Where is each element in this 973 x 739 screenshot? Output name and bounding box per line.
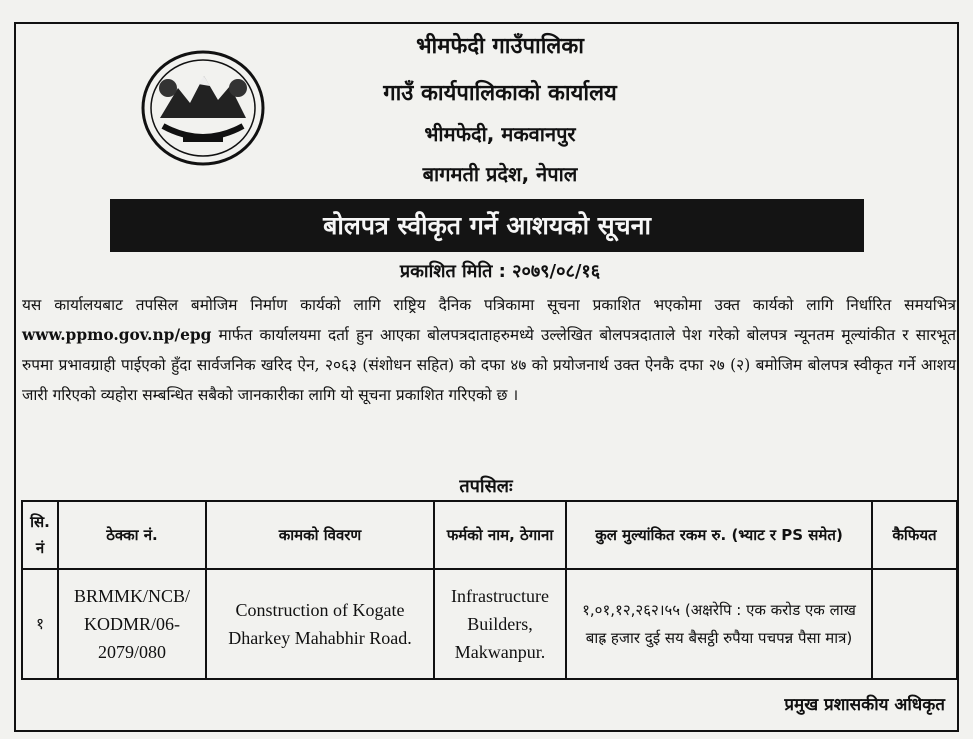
cell-amount: १,०१,१२,२६२।५५ (अक्षरेपि : एक करोड एक लाख बाह्र हजार दुई सय बैसट्ठी रुपैया पचपन्न पैसा मात्र) [566, 569, 872, 679]
signatory: प्रमुख प्रशासकीय अधिकृत [784, 695, 945, 715]
header-sn: सि. नं [22, 501, 58, 569]
body-part-1: यस कार्यालयबाट तपसिल बमोजिम निर्माण कार्यको लागि राष्ट्रिय दैनिक पत्रिकामा सूचना प्रकाशित भएकोमा उक्त कार्यको लागि निर्धारित समयभित्र [22, 296, 956, 314]
cell-contract-no: BRMMK/NCB/ KODMR/06- 2079/080 [58, 569, 206, 679]
province-country: बागमती प्रदेश, नेपाल [422, 162, 578, 186]
table-header-row [22, 501, 957, 569]
published-date: प्रकाशित मिति : २०७९/०८/१६ [399, 261, 601, 282]
body-part-2: मार्फत कार्यालयमा दर्ता हुन आएका बोलपत्रदाताहरुमध्ये उल्लेखित बोलपत्रदाताले पेश गरेको बोलपत्र न्यूनतम मूल्यांकीत र सारभूत रुपमा प्रभावग्राही पाईएको हुँदा सार्वजनिक खरिद ऐन, २०६३ (संशोधन सहित) को दफा ४७ को प्रयोजनार्थ उक्त ऐनकै दफा २७ (२) बमोजिम बोलपत्र स्वीकृत गर्ने आशय जारी गरिएको व्यहोरा सम्बन्धित सबैको जानकारीका लागि यो सूचना प्रकाशित गरिएको छ । [22, 326, 956, 404]
cell-sn: १ [22, 569, 58, 679]
notice-title: बोलपत्र स्वीकृत गर्ने आशयको सूचना [110, 199, 864, 252]
cell-remarks [872, 569, 957, 679]
notice-body [22, 290, 956, 410]
municipality-name: भीमफेदी गाउँपालिका [416, 34, 584, 59]
header-amount: कुल मुल्यांकित रकम रु. (भ्याट र PS समेत) [566, 501, 872, 569]
office-location: भीमफेदी, मकवानपुर [424, 122, 576, 146]
header-firm: फर्मको नाम, ठेगाना [434, 501, 566, 569]
website-link: www.ppmo.gov.np/epg [22, 326, 212, 344]
government-emblem-icon [138, 48, 268, 168]
table-row [22, 569, 957, 679]
details-heading: तपसिलः [459, 476, 513, 497]
office-name: गाउँ कार्यपालिकाको कार्यालय [383, 81, 617, 106]
details-table [21, 500, 958, 680]
header-contract-no: ठेक्का नं. [58, 501, 206, 569]
cell-firm: Infrastructure Builders, Makwanpur. [434, 569, 566, 679]
header-remarks: कैफियत [872, 501, 957, 569]
cell-work-description: Construction of Kogate Dharkey Mahabhir Road. [206, 569, 434, 679]
header-work-description: कामको विवरण [206, 501, 434, 569]
